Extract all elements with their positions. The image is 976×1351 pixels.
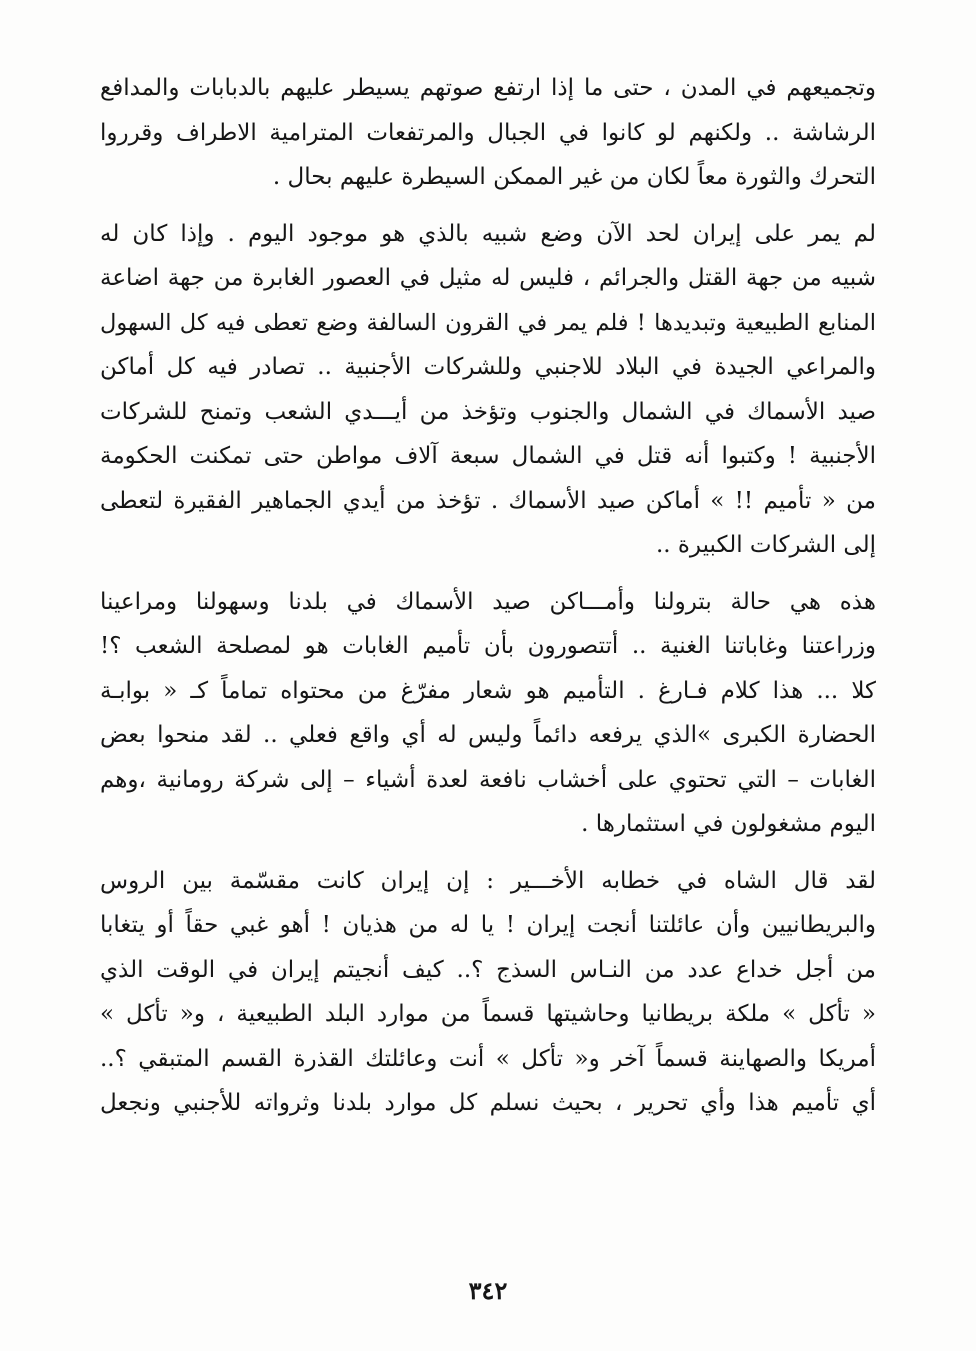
text-line: التحرك والثورة معاً لكان من غير الممكن السيطرة عليهم بحال . <box>272 164 876 190</box>
text-line: الأجنبية ! وكتبوا أنه قتل في الشمال سبعة آلاف مواطن حتى تمكنت الحكومة <box>100 443 876 469</box>
text-line: الحضارة الكبرى »الذي يرفعه دائماً وليس له أي واقع فعلي .. لقد منحوا بعض <box>100 722 876 748</box>
text-line: اليوم مشغولون في استثمارها . <box>581 811 876 837</box>
text-line: أي تأميم هذا وأي تحرير ، بحيث نسلم كل موارد بلدنا وثرواته للأجنبي ونجعل <box>100 1090 876 1116</box>
paragraph-4 <box>100 859 876 1126</box>
text-line: وزراعتنا وغاباتنا الغنية .. أتتصورون بأن تأميم الغابات هو لمصلحة الشعب ؟! <box>100 633 876 659</box>
text-line: أمريكا والصهاينة قسماً آخر و« تأكل » أنت وعائلتك القذرة القسم المتبقي ؟.. <box>100 1045 876 1072</box>
text-line: كلا ... هذا كلام فـارغ . التأميم هو شعار مفرّغ من محتواه تماماً كـ « بوابـة <box>100 677 876 704</box>
text-line: الرشاشة .. ولكنهم لو كانوا في الجبال والمرتفعات المترامية الاطراف وقرروا <box>100 119 876 146</box>
text-line: « تأكل » ملكة بريطانيا وحاشيتها قسماً من موارد البلد الطبيعية ، و« تأكل » <box>100 1001 876 1027</box>
text-line: الغابات – التي تحتوي على أخشاب نافعة لعدة أشياء – إلى شركة رومانية ،وهم <box>100 766 876 793</box>
text-line: لقد قال الشاه في خطابه الأخـــير : إن إيران كانت مقسّمة بين الروس <box>100 867 876 894</box>
text-line: من « تأميم !! » أماكن صيد الأسماك . تؤخذ من أيدي الجماهير الفقيرة لتعطى <box>100 487 876 514</box>
body-text <box>100 66 876 1126</box>
text-line: والبريطانيين وأن عائلتنا أنجت إيران ! يا له من هذيان ! أهو غبي حقاً أو يتغابا <box>100 912 876 938</box>
paragraph-2 <box>100 212 876 568</box>
text-line: والمراعي الجيدة في البلاد للاجنبي وللشركات الأجنبية .. تصادر فيه كل أماكن <box>100 354 876 380</box>
text-line: من أجل خداع عدد من النـاس السذج ؟.. كيف أنجيتم إيران في الوقت الذي <box>100 956 876 983</box>
text-line: صيد الأسماك في الشمال والجنوب وتؤخذ من أيـــدي الشعب وتمنح للشركات <box>100 398 876 425</box>
text-line: هذه هي حالة بترولنا وأمـــاكن صيد الأسماك في بلدنا وسهولنا ومراعينا <box>100 588 876 615</box>
page-number: ٣٤٢ <box>468 1276 508 1305</box>
text-line: المنابع الطبيعية وتبديدها ! فلم يمر في القرون السالفة وضع تعطى فيه كل السهول <box>100 309 876 336</box>
text-line: وتجميعهم في المدن ، حتى ما إذا ارتفع صوتهم يسيطر عليهم بالدبابات والمدافع <box>100 75 876 101</box>
text-line: شبيه من جهة القتل والجرائم ، فليس له مثيل في العصور الغابرة من جهة اضاعة <box>100 265 876 291</box>
paragraph-1 <box>100 66 876 200</box>
text-line: إلى الشركات الكبيرة .. <box>655 532 876 558</box>
paragraph-3 <box>100 580 876 847</box>
text-line: لم يمر على إيران لحد الآن وضع شبيه بالذي هو موجود اليوم . وإذا كان له <box>100 220 876 247</box>
